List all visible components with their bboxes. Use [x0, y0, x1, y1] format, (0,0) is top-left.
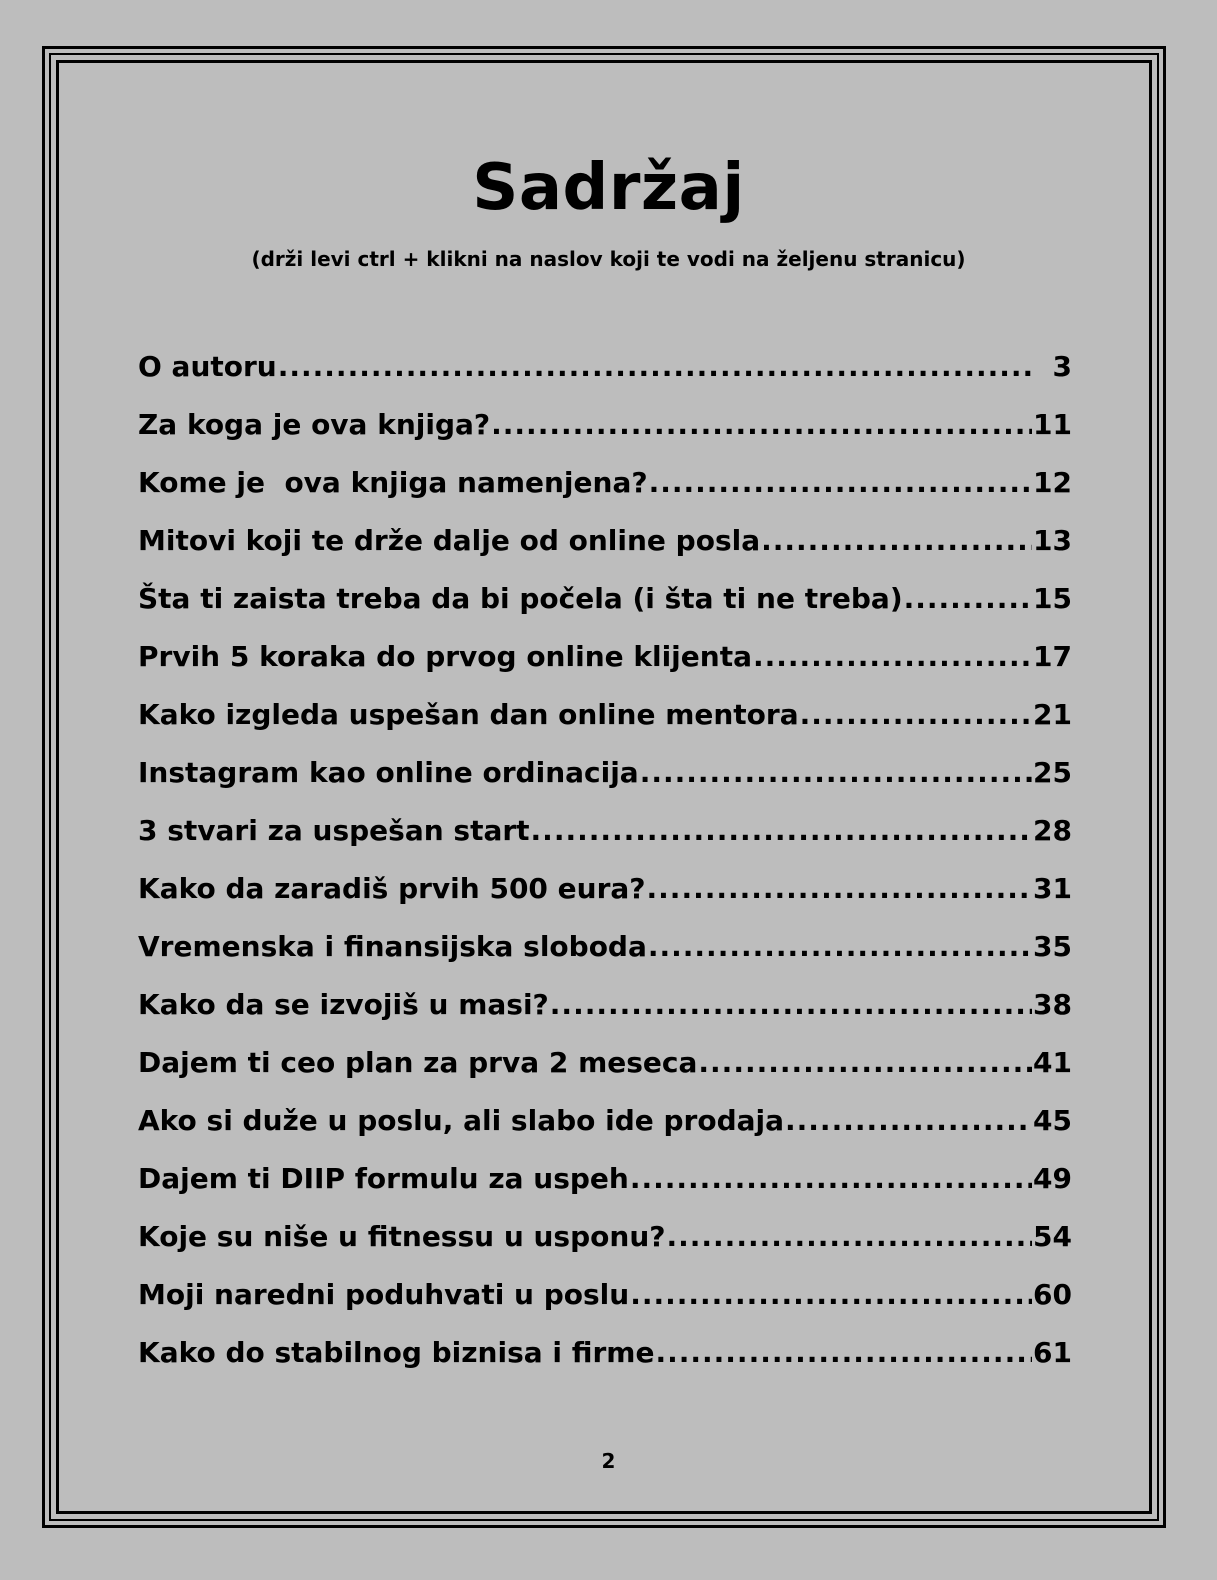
toc-entry-page[interactable]: 13 — [1033, 524, 1072, 557]
page-title: Sadržaj — [472, 151, 745, 225]
toc-entry-page[interactable]: 17 — [1033, 640, 1072, 673]
toc-entry-title[interactable]: 3 stvari za uspešan start — [138, 814, 530, 847]
toc-entry[interactable] — [138, 1099, 1072, 1157]
toc-entry[interactable] — [138, 867, 1072, 925]
toc-entry[interactable] — [138, 809, 1072, 867]
toc-entry[interactable] — [138, 1215, 1072, 1273]
toc-leader-dots — [491, 403, 1032, 447]
toc-leader-dots — [640, 751, 1032, 795]
toc-leader-dots — [649, 461, 1032, 505]
toc-leader-dots — [753, 635, 1032, 679]
toc-entry-title[interactable]: Ako si duže u poslu, ali slabo ide prodaja — [138, 1104, 785, 1137]
toc-entry-title[interactable]: Za koga je ova knjiga? — [138, 408, 491, 441]
toc-entry[interactable] — [138, 983, 1072, 1041]
toc-entry-title[interactable]: Dajem ti DIIP formulu za uspeh — [138, 1162, 629, 1195]
toc-entry-title[interactable]: Moji naredni poduhvati u poslu — [138, 1278, 630, 1311]
toc-leader-dots — [648, 925, 1032, 969]
toc-entry-page[interactable]: 31 — [1033, 872, 1072, 905]
toc-entry[interactable] — [138, 751, 1072, 809]
toc-entry-title[interactable]: Kako da zaradiš prvih 500 eura? — [138, 872, 646, 905]
toc-entry-title[interactable]: Mitovi koji te drže dalje od online posla — [138, 524, 761, 557]
toc-entry[interactable] — [138, 1273, 1072, 1331]
toc-leader-dots — [667, 1215, 1033, 1259]
toc-leader-dots — [800, 693, 1032, 737]
toc-entry-page[interactable]: 60 — [1033, 1278, 1072, 1311]
toc-entry-page[interactable]: 54 — [1033, 1220, 1072, 1253]
toc-entry[interactable] — [138, 635, 1072, 693]
toc-leader-dots — [761, 519, 1032, 563]
toc-leader-dots — [655, 1331, 1032, 1375]
toc-entry-page[interactable]: 21 — [1033, 698, 1072, 731]
toc-entry-title[interactable]: Kome je ova knjiga namenjena? — [138, 466, 648, 499]
page-subtitle: (drži levi ctrl + klikni na naslov koji te vodi na željenu stranicu) — [251, 247, 966, 271]
toc-entry-page[interactable]: 12 — [1033, 466, 1072, 499]
toc-leader-dots — [630, 1273, 1032, 1317]
toc-entry[interactable] — [138, 1331, 1072, 1389]
toc-leader-dots — [630, 1157, 1032, 1201]
toc-entry-page[interactable]: 3 — [1052, 350, 1072, 383]
toc-entry-title[interactable]: Kako da se izvojiš u masi? — [138, 988, 549, 1021]
toc-entry[interactable] — [138, 345, 1072, 403]
page-number: 2 — [601, 1449, 616, 1473]
toc-entry-page[interactable]: 41 — [1033, 1046, 1072, 1079]
toc-entry[interactable] — [138, 925, 1072, 983]
toc-entry-page[interactable]: 38 — [1033, 988, 1072, 1021]
toc-entry[interactable] — [138, 519, 1072, 577]
toc-leader-dots — [698, 1041, 1032, 1085]
toc-leader-dots — [785, 1099, 1032, 1143]
toc-entry-title[interactable]: Koje su niše u fitnessu u usponu? — [138, 1220, 666, 1253]
toc-entry-page[interactable]: 45 — [1033, 1104, 1072, 1137]
toc-entry-title[interactable]: Instagram kao online ordinacija — [138, 756, 639, 789]
toc-entry-title[interactable]: Šta ti zaista treba da bi počela (i šta ti ne treba) — [138, 582, 903, 615]
toc-entry-title[interactable]: Kako do stabilnog biznisa i firme — [138, 1336, 655, 1369]
toc-entry-title[interactable]: O autoru — [138, 350, 277, 383]
toc-entry[interactable] — [138, 403, 1072, 461]
toc-entry[interactable] — [138, 1041, 1072, 1099]
toc-leader-dots — [904, 577, 1032, 621]
toc-entry-title[interactable]: Dajem ti ceo plan za prva 2 meseca — [138, 1046, 698, 1079]
toc-entry-page[interactable]: 28 — [1033, 814, 1072, 847]
toc-entry-page[interactable]: 11 — [1033, 408, 1072, 441]
toc-entry-page[interactable]: 35 — [1033, 930, 1072, 963]
toc-leader-dots — [647, 867, 1033, 911]
toc-leader-dots — [278, 345, 1033, 389]
toc-entry-page[interactable]: 49 — [1033, 1162, 1072, 1195]
table-of-contents — [138, 345, 1072, 1389]
toc-entry-title[interactable]: Kako izgleda uspešan dan online mentora — [138, 698, 799, 731]
toc-entry[interactable] — [138, 461, 1072, 519]
toc-entry[interactable] — [138, 693, 1072, 751]
toc-leader-dots — [531, 809, 1032, 853]
toc-entry-title[interactable]: Prvih 5 koraka do prvog online klijenta — [138, 640, 752, 673]
toc-entry-page[interactable]: 25 — [1033, 756, 1072, 789]
toc-entry[interactable] — [138, 1157, 1072, 1215]
toc-entry-page[interactable]: 61 — [1033, 1336, 1072, 1369]
toc-entry-page[interactable]: 15 — [1033, 582, 1072, 615]
toc-entry-title[interactable]: Vremenska i finansijska sloboda — [138, 930, 647, 963]
toc-leader-dots — [550, 983, 1032, 1027]
toc-entry[interactable] — [138, 577, 1072, 635]
